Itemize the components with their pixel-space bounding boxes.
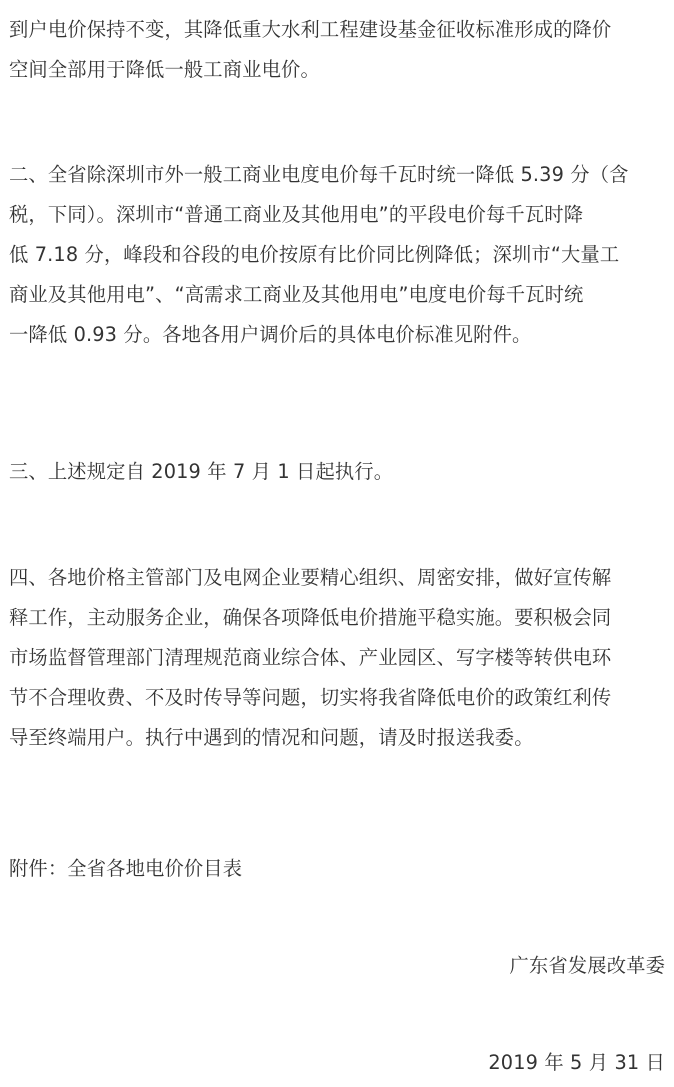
- text-line: 市场监督管理部门清理规范商业综合体、产业园区、写字楼等转供电环: [9, 646, 612, 669]
- text-line: 到户电价保持不变，其降低重大水利工程建设基金征收标准形成的降价: [9, 18, 612, 41]
- text-line: 节不合理收费、不及时传导等问题，切实将我省降低电价的政策红利传: [9, 686, 612, 709]
- paragraph-continuation: [9, 10, 611, 90]
- text-line: 空间全部用于降低一般工商业电价。: [9, 58, 320, 81]
- text-line: 三、上述规定自 2019 年 7 月 1 日起执行。: [9, 460, 394, 483]
- text-line: 释工作，主动服务企业，确保各项降低电价措施平稳实施。要积极会同: [9, 606, 612, 629]
- paragraph-item-3: [9, 452, 393, 492]
- text-line: 商业及其他用电”、“高需求工商业及其他用电”电度电价每千瓦时统: [9, 283, 584, 306]
- signature-date: 2019 年 5 月 31 日: [488, 1051, 665, 1074]
- signature-organization: 广东省发展改革委: [509, 954, 665, 977]
- paragraph-item-2: [9, 155, 629, 355]
- attachment-label: 附件：全省各地电价价目表: [9, 857, 243, 880]
- paragraph-item-4: [9, 558, 611, 758]
- text-line: 导至终端用户。执行中遇到的情况和问题，请及时报送我委。: [9, 726, 534, 749]
- text-line: 低 7.18 分，峰段和谷段的电价按原有比价同比例降低；深圳市“大量工: [9, 243, 620, 266]
- text-line: 二、全省除深圳市外一般工商业电度电价每千瓦时统一降低 5.39 分（含: [9, 163, 629, 186]
- text-line: 税，下同）。深圳市“普通工商业及其他用电”的平段电价每千瓦时降: [9, 203, 584, 226]
- attachment-note: [9, 849, 242, 889]
- text-line: 一降低 0.93 分。各地各用户调价后的具体电价标准见附件。: [9, 323, 532, 346]
- text-line: 四、各地价格主管部门及电网企业要精心组织、周密安排，做好宣传解: [9, 566, 612, 589]
